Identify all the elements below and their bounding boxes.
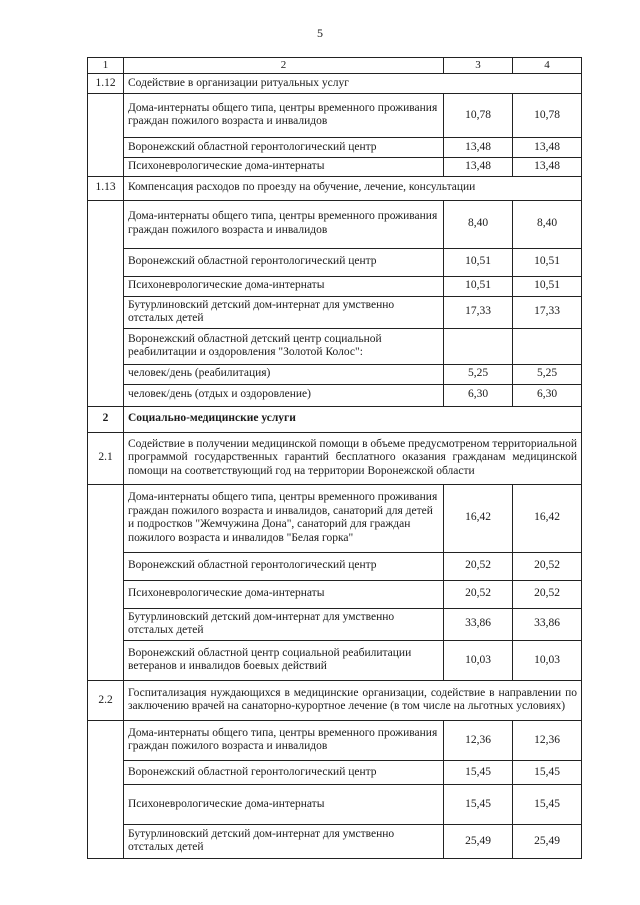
table-row [88, 784, 582, 824]
tariff-column-4: 10,78 [513, 93, 582, 137]
tariff-column-3: 12,36 [444, 720, 513, 760]
table-row [88, 824, 582, 858]
table-row [88, 296, 582, 328]
section-row [88, 176, 582, 200]
header-cell-3: 3 [444, 58, 513, 74]
tariff-column-4: 10,51 [513, 276, 582, 296]
institution-name: Психоневрологические дома-интернаты [124, 276, 444, 296]
tariff-column-3: 10,03 [444, 640, 513, 680]
tariff-column-3: 16,42 [444, 484, 513, 552]
institution-name: Психоневрологические дома-интернаты [124, 157, 444, 176]
section-row [88, 432, 582, 484]
institution-name: Психоневрологические дома-интернаты [124, 580, 444, 608]
tariff-column-3: 13,48 [444, 157, 513, 176]
row-number-spacer [88, 200, 124, 406]
tariff-column-4: 33,86 [513, 608, 582, 640]
table-row [88, 552, 582, 580]
header-cell-1: 1 [88, 58, 124, 74]
tariff-column-4: 10,03 [513, 640, 582, 680]
tariff-column-4: 25,49 [513, 824, 582, 858]
table-row [88, 328, 582, 364]
section-title: Компенсация расходов по проезду на обучение, лечение, консультации [124, 176, 582, 200]
institution-name: Воронежский областной геронтологический центр [124, 248, 444, 276]
table-row [88, 93, 582, 137]
table-row [88, 384, 582, 406]
table-row [88, 484, 582, 552]
table-row [88, 248, 582, 276]
section-row [88, 406, 582, 432]
table-row [88, 640, 582, 680]
tariff-column-3: 20,52 [444, 580, 513, 608]
row-number-spacer [88, 484, 124, 680]
section-number: 1.12 [88, 73, 124, 93]
header-cell-4: 4 [513, 58, 582, 74]
institution-name: Воронежский областной геронтологический центр [124, 760, 444, 784]
table-row [88, 580, 582, 608]
page-number: 5 [317, 26, 323, 40]
tariff-column-3: 15,45 [444, 760, 513, 784]
table-row [88, 276, 582, 296]
section-number: 2 [88, 406, 124, 432]
tariff-column-4: 20,52 [513, 580, 582, 608]
header-row [88, 58, 582, 74]
tariff-column-3: 6,30 [444, 384, 513, 406]
tariff-column-3: 10,51 [444, 248, 513, 276]
section-number: 2.1 [88, 432, 124, 484]
tariff-column-4: 20,52 [513, 552, 582, 580]
tariff-column-4: 13,48 [513, 137, 582, 157]
section-row [88, 73, 582, 93]
institution-name: человек/день (отдых и оздоровление) [124, 384, 444, 406]
institution-name: Дома-интернаты общего типа, центры временного проживания граждан пожилого возраста и инвалидов [124, 93, 444, 137]
tariff-column-4: 8,40 [513, 200, 582, 248]
tariff-column-4 [513, 328, 582, 364]
tariff-column-3: 25,49 [444, 824, 513, 858]
tariff-column-3: 20,52 [444, 552, 513, 580]
institution-name: Дома-интернаты общего типа, центры временного проживания граждан пожилого возраста и инвалидов [124, 200, 444, 248]
tariff-column-3: 13,48 [444, 137, 513, 157]
tariff-column-3 [444, 328, 513, 364]
tariff-column-4: 15,45 [513, 784, 582, 824]
institution-name: Воронежский областной центр социальной реабилитации ветеранов и инвалидов боевых действий [124, 640, 444, 680]
tariff-column-3: 5,25 [444, 364, 513, 384]
institution-name: Воронежский областной геронтологический центр [124, 552, 444, 580]
institution-name: Дома-интернаты общего типа, центры временного проживания граждан пожилого возраста и инвалидов, санаторий для детей и подростков "Жемчужина Дона", санаторий для граждан пожилого возраста и инвалидов "Белая горка" [124, 484, 444, 552]
section-title: Социально-медицинские услуги [124, 406, 582, 432]
institution-name: человек/день (реабилитация) [124, 364, 444, 384]
section-row [88, 680, 582, 720]
tariff-column-4: 12,36 [513, 720, 582, 760]
section-title: Содействие в получении медицинской помощи в объеме предусмотреном территориальной программой государственных гарантий бесплатного оказания гражданам медицинской помощи на соответствующий год на территории Воронежской области [124, 432, 582, 484]
tariff-table [87, 57, 582, 859]
institution-name: Дома-интернаты общего типа, центры временного проживания граждан пожилого возраста и инвалидов [124, 720, 444, 760]
tariff-column-4: 10,51 [513, 248, 582, 276]
table-row [88, 760, 582, 784]
section-title: Госпитализация нуждающихся в медицинские организации, содействие в направлении по заключению врачей на санаторно-курортное лечение (в том числе на льготных условиях) [124, 680, 582, 720]
row-number-spacer [88, 720, 124, 858]
tariff-column-4: 6,30 [513, 384, 582, 406]
tariff-column-4: 16,42 [513, 484, 582, 552]
section-title: Содействие в организации ритуальных услуг [124, 73, 582, 93]
tariff-column-4: 13,48 [513, 157, 582, 176]
table-body [88, 58, 582, 859]
table-row [88, 157, 582, 176]
table-row [88, 364, 582, 384]
institution-name: Бутурлиновский детский дом-интернат для умственно отсталых детей [124, 824, 444, 858]
institution-name: Воронежский областной детский центр социальной реабилитации и оздоровления "Золотой Колос": [124, 328, 444, 364]
table-row [88, 720, 582, 760]
tariff-column-3: 8,40 [444, 200, 513, 248]
tariff-column-3: 33,86 [444, 608, 513, 640]
tariff-column-4: 15,45 [513, 760, 582, 784]
row-number-spacer [88, 93, 124, 176]
institution-name: Воронежский областной геронтологический центр [124, 137, 444, 157]
tariff-column-4: 17,33 [513, 296, 582, 328]
table-row [88, 200, 582, 248]
institution-name: Психоневрологические дома-интернаты [124, 784, 444, 824]
tariff-column-4: 5,25 [513, 364, 582, 384]
tariff-column-3: 17,33 [444, 296, 513, 328]
table-row [88, 137, 582, 157]
section-number: 1.13 [88, 176, 124, 200]
section-number: 2.2 [88, 680, 124, 720]
tariff-column-3: 10,78 [444, 93, 513, 137]
tariff-column-3: 15,45 [444, 784, 513, 824]
table-row [88, 608, 582, 640]
institution-name: Бутурлиновский детский дом-интернат для умственно отсталых детей [124, 608, 444, 640]
tariff-column-3: 10,51 [444, 276, 513, 296]
institution-name: Бутурлиновский детский дом-интернат для умственно отсталых детей [124, 296, 444, 328]
header-cell-2: 2 [124, 58, 444, 74]
